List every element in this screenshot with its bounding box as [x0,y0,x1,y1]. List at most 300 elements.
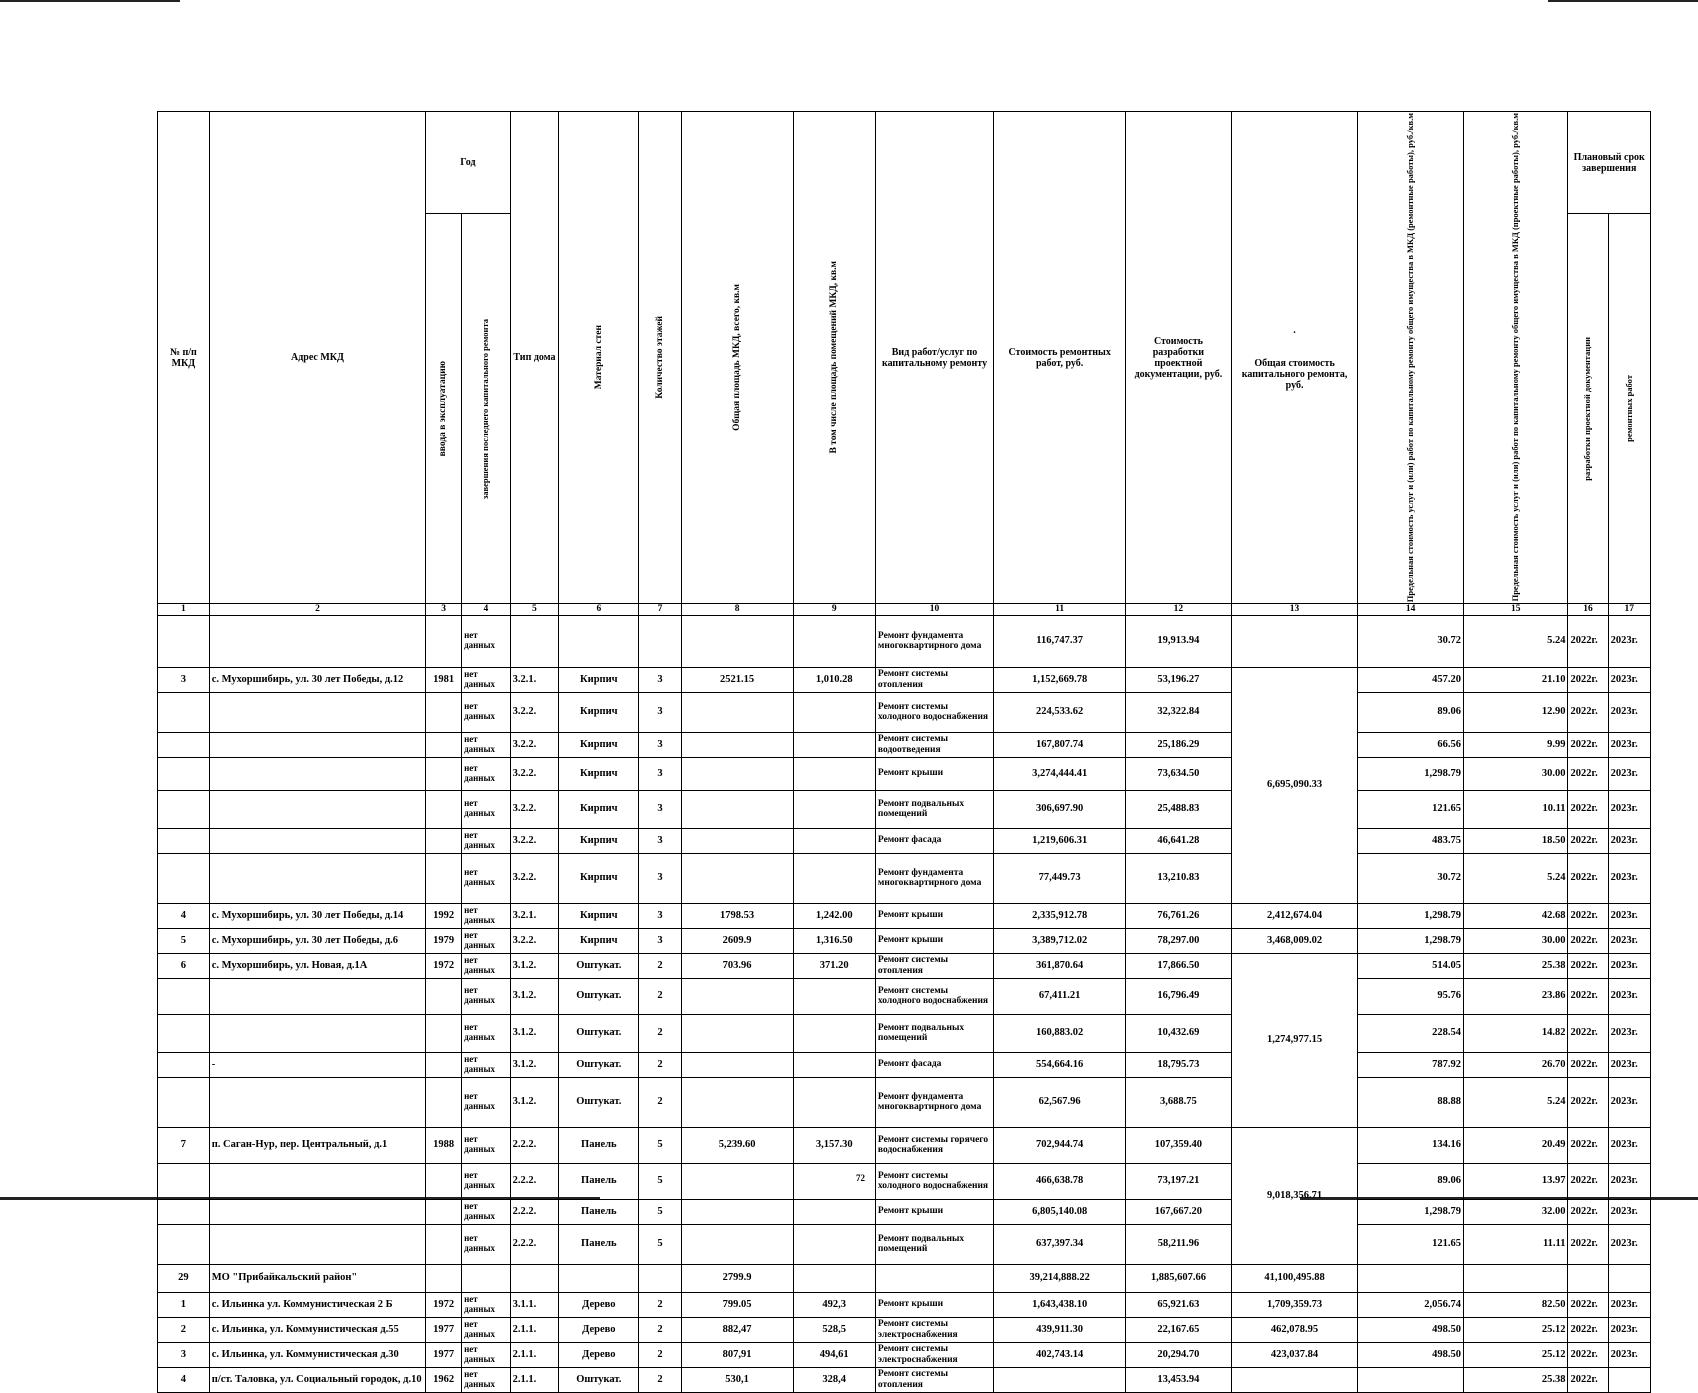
header-total-cost: . Общая стоимость капитального ремонта, руб. [1231,112,1358,604]
house-number [158,978,210,1014]
table-row [158,1292,1651,1317]
work-type: Ремонт системы холодного водоснабжения [875,978,993,1014]
deadline-works: 2023г. [1608,1317,1650,1342]
limit-project: 14.82 [1463,1014,1568,1052]
year-last-repair: нет данных [462,1292,511,1317]
district-area: 2799.9 [681,1264,793,1292]
house-address: с. Мухоршибирь, ул. Новая, д.1А [209,953,425,978]
work-type: Ремонт подвальных помещений [875,790,993,828]
repair-cost: 637,397.34 [994,1224,1126,1264]
house-number [158,757,210,790]
premises-area [793,790,875,828]
total-area [681,828,793,853]
work-type: Ремонт подвальных помещений [875,1014,993,1052]
deadline-project: 2022г. [1568,978,1608,1014]
year-commissioning: 1981 [426,667,462,692]
project-cost: 65,921.63 [1126,1292,1232,1317]
floors: 2 [639,953,681,978]
limit-project: 13.97 [1463,1163,1568,1199]
deadline-project: 2022г. [1568,928,1608,953]
header-address: Адрес МКД [209,112,425,604]
total-area: 807,91 [681,1342,793,1367]
year-last-repair: нет данных [462,790,511,828]
house-number [158,1163,210,1199]
work-type: Ремонт системы электроснабжения [875,1317,993,1342]
column-number: 11 [994,604,1126,615]
capital-repair-table [157,111,1651,1393]
deadline-works: 2023г. [1608,757,1650,790]
house-address: с. Мухоршибирь, ул. 30 лет Победы, д.6 [209,928,425,953]
premises-area: 528,5 [793,1317,875,1342]
limit-project: 5.24 [1463,1077,1568,1127]
house-type: 3.1.2. [510,953,559,978]
repair-cost: 3,389,712.02 [994,928,1126,953]
repair-cost: 2,335,912.78 [994,903,1126,928]
repair-cost: 402,743.14 [994,1342,1126,1367]
limit-project: 32.00 [1463,1199,1568,1224]
premises-area: 328,4 [793,1367,875,1392]
total-area [681,732,793,757]
deadline-project: 2022г. [1568,732,1608,757]
table-body [158,615,1651,1392]
total-area [681,615,793,667]
table-row [158,953,1651,978]
house-number [158,1077,210,1127]
premises-area [793,1199,875,1224]
premises-area [793,692,875,732]
wall-material: Оштукат. [559,1077,639,1127]
empty-cell [426,1264,462,1292]
house-type: 2.1.1. [510,1317,559,1342]
floors: 3 [639,903,681,928]
house-type [510,615,559,667]
wall-material: Кирпич [559,828,639,853]
limit-repair: 787.92 [1358,1052,1464,1077]
year-commissioning: 1962 [426,1367,462,1392]
limit-repair: 89.06 [1358,1163,1464,1199]
limit-project: 30.00 [1463,928,1568,953]
scan-edge-top-left [0,0,180,2]
column-number: 5 [510,604,559,615]
limit-repair: 498.50 [1358,1317,1464,1342]
house-number [158,1224,210,1264]
table-row [158,615,1651,667]
deadline-project: 2022г. [1568,828,1608,853]
deadline-project: 2022г. [1568,790,1608,828]
floors: 3 [639,928,681,953]
table-row [158,1127,1651,1163]
premises-area: 1,242.00 [793,903,875,928]
floors: 2 [639,1014,681,1052]
deadline-works: 2023г. [1608,667,1650,692]
premises-area [793,757,875,790]
project-cost: 73,197.21 [1126,1163,1232,1199]
work-type: Ремонт крыши [875,1199,993,1224]
limit-repair: 1,298.79 [1358,928,1464,953]
repair-cost: 554,664.16 [994,1052,1126,1077]
year-commissioning: 1992 [426,903,462,928]
year-commissioning: 1988 [426,1127,462,1163]
house-number [158,1052,210,1077]
deadline-works: 2023г. [1608,978,1650,1014]
table-row [158,1367,1651,1392]
total-area: 799.05 [681,1292,793,1317]
year-last-repair: нет данных [462,1317,511,1342]
header-limit-project: Предельная стоимость услуг и (или) работ по капитальному ремонту общего имущества в МКД (проектные работы), руб./кв.м [1463,112,1568,604]
deadline-project: 2022г. [1568,615,1608,667]
repair-cost: 160,883.02 [994,1014,1126,1052]
district-name: МО "Прибайкальский район" [209,1264,425,1292]
total-cost [1231,1367,1358,1392]
deadline-works: 2023г. [1608,1077,1650,1127]
floors: 2 [639,1342,681,1367]
house-type: 3.2.2. [510,853,559,903]
empty-cell [1358,1264,1464,1292]
deadline-project: 2022г. [1568,1367,1608,1392]
year-last-repair: нет данных [462,1342,511,1367]
wall-material: Панель [559,1199,639,1224]
deadline-project: 2022г. [1568,1127,1608,1163]
year-last-repair: нет данных [462,853,511,903]
district-row [158,1264,1651,1292]
premises-area [793,1052,875,1077]
column-number: 4 [462,604,511,615]
table-row [158,1224,1651,1264]
house-type: 2.2.2. [510,1199,559,1224]
premises-area [793,732,875,757]
deadline-project: 2022г. [1568,1077,1608,1127]
floors: 2 [639,978,681,1014]
floors: 3 [639,790,681,828]
year-last-repair: нет данных [462,1127,511,1163]
work-type: Ремонт фасада [875,828,993,853]
house-type: 2.2.2. [510,1163,559,1199]
repair-cost: 1,152,669.78 [994,667,1126,692]
column-number: 14 [1358,604,1464,615]
total-area [681,692,793,732]
table-row [158,928,1651,953]
house-number [158,1199,210,1224]
house-number [158,790,210,828]
wall-material: Кирпич [559,928,639,953]
repair-cost: 1,643,438.10 [994,1292,1126,1317]
work-type: Ремонт системы водоотведения [875,732,993,757]
wall-material: Оштукат. [559,1367,639,1392]
limit-project: 30.00 [1463,757,1568,790]
premises-area [793,828,875,853]
floors: 5 [639,1199,681,1224]
work-type: Ремонт системы холодного водоснабжения [875,692,993,732]
limit-project: 5.24 [1463,853,1568,903]
total-cost: 2,412,674.04 [1231,903,1358,928]
wall-material: Дерево [559,1317,639,1342]
house-number [158,615,210,667]
wall-material: Оштукат. [559,1014,639,1052]
header-work-type: Вид работ/услуг по капитальному ремонту [875,112,993,604]
header-deadline-works: ремонтных работ [1608,214,1650,604]
house-address: с. Ильинка, ул. Коммунистическая д.30 [209,1342,425,1367]
house-type: 2.2.2. [510,1224,559,1264]
floors: 3 [639,828,681,853]
floors: 2 [639,1052,681,1077]
deadline-works: 2023г. [1608,790,1650,828]
premises-area: 492,3 [793,1292,875,1317]
table-row [158,853,1651,903]
empty-cell [559,1264,639,1292]
total-area [681,853,793,903]
deadline-project: 2022г. [1568,1342,1608,1367]
district-number: 29 [158,1264,210,1292]
premises-area [793,615,875,667]
header-total-area: Общая площадь МКД, всего, кв.м [681,112,793,604]
deadline-project: 2022г. [1568,903,1608,928]
table-row [158,1052,1651,1077]
year-last-repair: нет данных [462,828,511,853]
repair-cost: 306,697.90 [994,790,1126,828]
wall-material: Кирпич [559,692,639,732]
district-total-cost: 41,100,495.88 [1231,1264,1358,1292]
table-row [158,903,1651,928]
project-cost: 76,761.26 [1126,903,1232,928]
project-cost: 22,167.65 [1126,1317,1232,1342]
empty-cell [639,1264,681,1292]
year-last-repair: нет данных [462,1367,511,1392]
wall-material: Кирпич [559,757,639,790]
deadline-works: 2023г. [1608,953,1650,978]
year-last-repair: нет данных [462,978,511,1014]
work-type: Ремонт крыши [875,928,993,953]
floors: 5 [639,1224,681,1264]
total-cost: 423,037.84 [1231,1342,1358,1367]
year-commissioning [426,1199,462,1224]
deadline-works: 2023г. [1608,1292,1650,1317]
total-cost: 1,274,977.15 [1231,953,1358,1127]
limit-project: 5.24 [1463,615,1568,667]
column-number: 13 [1231,604,1358,615]
limit-project: 12.90 [1463,692,1568,732]
project-cost: 10,432.69 [1126,1014,1232,1052]
district-repair-cost: 39,214,888.22 [994,1264,1126,1292]
house-address [209,828,425,853]
wall-material: Панель [559,1224,639,1264]
deadline-works: 2023г. [1608,615,1650,667]
project-cost: 20,294.70 [1126,1342,1232,1367]
house-type: 3.2.1. [510,667,559,692]
column-number: 9 [793,604,875,615]
deadline-works: 2023г. [1608,732,1650,757]
repair-cost: 466,638.78 [994,1163,1126,1199]
column-number: 3 [426,604,462,615]
year-last-repair: нет данных [462,1077,511,1127]
premises-area: 494,61 [793,1342,875,1367]
total-area [681,1199,793,1224]
house-type: 3.1.2. [510,1052,559,1077]
table-row [158,978,1651,1014]
total-area: 530,1 [681,1367,793,1392]
limit-repair: 66.56 [1358,732,1464,757]
floors: 2 [639,1367,681,1392]
limit-repair: 1,298.79 [1358,903,1464,928]
deadline-works: 2023г. [1608,1014,1650,1052]
house-address: с. Ильинка ул. Коммунистическая 2 Б [209,1292,425,1317]
empty-cell [875,1264,993,1292]
house-address [209,1163,425,1199]
deadline-works: 2023г. [1608,1342,1650,1367]
project-cost: 25,186.29 [1126,732,1232,757]
deadline-works: 2023г. [1608,1052,1650,1077]
limit-repair: 498.50 [1358,1342,1464,1367]
house-number: 6 [158,953,210,978]
repair-cost [994,1367,1126,1392]
project-cost: 167,667.20 [1126,1199,1232,1224]
year-commissioning: 1972 [426,1292,462,1317]
floors: 2 [639,1292,681,1317]
limit-project: 26.70 [1463,1052,1568,1077]
header-repair-cost: Стоимость ремонтных работ, руб. [994,112,1126,604]
repair-cost: 167,807.74 [994,732,1126,757]
work-type: Ремонт фундамента многоквартирного дома [875,853,993,903]
year-commissioning [426,692,462,732]
table-row [158,1317,1651,1342]
header-limit-repair: Предельная стоимость услуг и (или) работ по капитальному ремонту общего имущества в МКД (ремонтные работы), руб./кв.м [1358,112,1464,604]
limit-repair: 514.05 [1358,953,1464,978]
limit-repair: 30.72 [1358,615,1464,667]
limit-repair: 89.06 [1358,692,1464,732]
table-row [158,790,1651,828]
total-area [681,1163,793,1199]
column-number: 6 [559,604,639,615]
limit-project: 11.11 [1463,1224,1568,1264]
year-commissioning [426,1052,462,1077]
house-number [158,853,210,903]
year-commissioning [426,828,462,853]
limit-project: 25.12 [1463,1317,1568,1342]
floors: 5 [639,1127,681,1163]
premises-area [793,1014,875,1052]
house-number [158,828,210,853]
column-number: 8 [681,604,793,615]
total-cost: 6,695,090.33 [1231,667,1358,903]
year-commissioning: 1979 [426,928,462,953]
premises-area [793,1077,875,1127]
deadline-project: 2022г. [1568,1292,1608,1317]
work-type: Ремонт фундамента многоквартирного дома [875,615,993,667]
limit-repair: 95.76 [1358,978,1464,1014]
floors: 2 [639,1077,681,1127]
premises-area [793,853,875,903]
deadline-project: 2022г. [1568,953,1608,978]
limit-repair: 228.54 [1358,1014,1464,1052]
year-last-repair: нет данных [462,732,511,757]
total-cost: 3,468,009.02 [1231,928,1358,953]
repair-cost: 439,911.30 [994,1317,1126,1342]
premises-area: 3,157.30 [793,1127,875,1163]
limit-repair: 457.20 [1358,667,1464,692]
deadline-works: 2023г. [1608,1199,1650,1224]
project-cost: 3,688.75 [1126,1077,1232,1127]
project-cost: 13,453.94 [1126,1367,1232,1392]
total-cost [1231,615,1358,667]
deadline-project: 2022г. [1568,757,1608,790]
total-area [681,790,793,828]
project-cost: 19,913.94 [1126,615,1232,667]
year-last-repair: нет данных [462,667,511,692]
house-address: - [209,1052,425,1077]
year-commissioning [426,1224,462,1264]
premises-area: 371.20 [793,953,875,978]
repair-cost: 67,411.21 [994,978,1126,1014]
limit-project: 42.68 [1463,903,1568,928]
year-last-repair: нет данных [462,1052,511,1077]
house-address: п/ст. Таловка, ул. Социальный городок, д.10 [209,1367,425,1392]
repair-cost: 77,449.73 [994,853,1126,903]
limit-repair: 2,056.74 [1358,1292,1464,1317]
table-row [158,732,1651,757]
house-address: с. Мухоршибирь, ул. 30 лет Победы, д.12 [209,667,425,692]
deadline-works: 2023г. [1608,853,1650,903]
year-last-repair: нет данных [462,1163,511,1199]
house-type: 3.2.2. [510,790,559,828]
deadline-works: 2023г. [1608,692,1650,732]
table-row [158,828,1651,853]
year-last-repair: нет данных [462,1014,511,1052]
house-address [209,615,425,667]
column-number: 15 [1463,604,1568,615]
deadline-works: 2023г. [1608,1224,1650,1264]
house-number: 1 [158,1292,210,1317]
deadline-project: 2022г. [1568,1317,1608,1342]
work-type: Ремонт системы электроснабжения [875,1342,993,1367]
total-area [681,1052,793,1077]
house-type: 3.2.2. [510,928,559,953]
house-address: с. Ильинка, ул. Коммунистическая д.55 [209,1317,425,1342]
project-cost: 25,488.83 [1126,790,1232,828]
house-number [158,732,210,757]
year-last-repair: нет данных [462,1199,511,1224]
house-type: 2.2.2. [510,1127,559,1163]
wall-material: Кирпич [559,667,639,692]
project-cost: 53,196.27 [1126,667,1232,692]
year-commissioning [426,853,462,903]
repair-cost: 116,747.37 [994,615,1126,667]
house-address [209,1077,425,1127]
limit-project: 18.50 [1463,828,1568,853]
limit-project: 9.99 [1463,732,1568,757]
column-number: 1 [158,604,210,615]
house-type: 2.1.1. [510,1342,559,1367]
deadline-works [1608,1367,1650,1392]
repair-cost: 361,870.64 [994,953,1126,978]
house-number: 4 [158,1367,210,1392]
deadline-project: 2022г. [1568,853,1608,903]
column-number: 16 [1568,604,1608,615]
house-number: 7 [158,1127,210,1163]
wall-material: Панель [559,1127,639,1163]
empty-cell [510,1264,559,1292]
house-address: с. Мухоршибирь, ул. 30 лет Победы, д.14 [209,903,425,928]
header-premises-area: В том числе площадь помещений МКД, кв.м [793,112,875,604]
district-project-cost: 1,885,607.66 [1126,1264,1232,1292]
repair-cost: 1,219,606.31 [994,828,1126,853]
year-last-repair: нет данных [462,757,511,790]
header-project-cost: Стоимость разработки проектной документации, руб. [1126,112,1232,604]
header-deadline-project: разработки проектной документации [1568,214,1608,604]
column-number: 7 [639,604,681,615]
table-row [158,757,1651,790]
work-type: Ремонт фасада [875,1052,993,1077]
wall-material: Дерево [559,1342,639,1367]
floors: 3 [639,667,681,692]
